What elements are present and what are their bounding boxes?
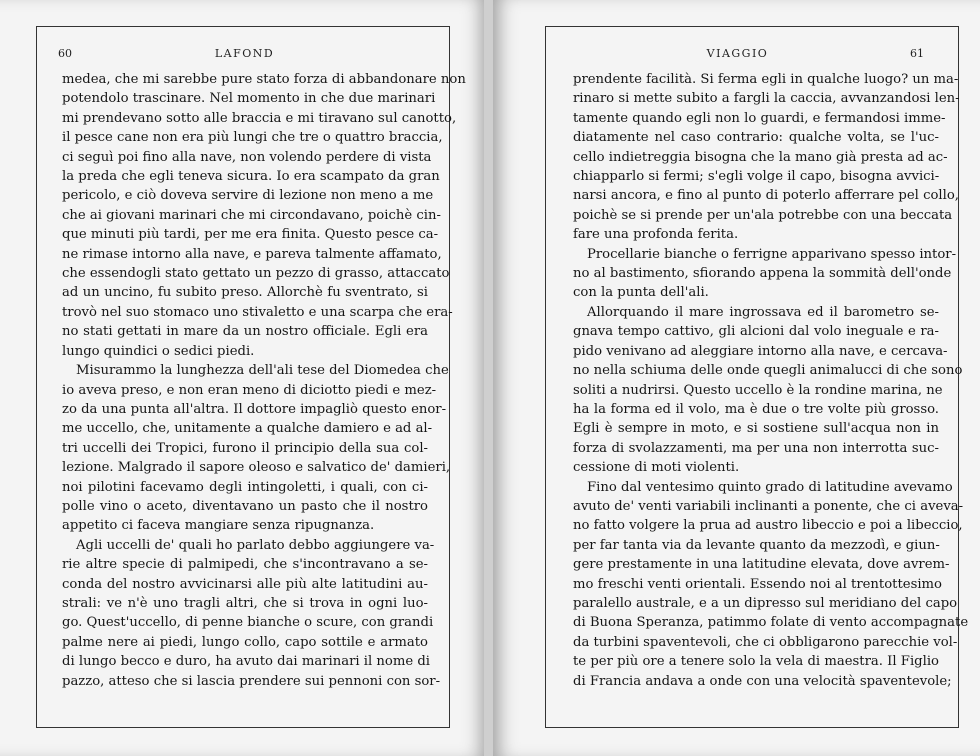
text-line: cello indietreggia bisogna che la mano già presta ad ac-	[573, 149, 948, 165]
text-line: noi pilotini facevamo degli intingoletti, i quali, con ci-	[62, 479, 428, 495]
text-line: palme nere ai piedi, lungo collo, capo sottile e armato	[62, 634, 428, 650]
text-line: la preda che egli teneva sicura. Io era scampato da gran	[62, 169, 440, 185]
text-line: Agli uccelli de' quali ho parlato debbo aggiungere va-	[76, 537, 435, 553]
text-line: Procellarie bianche o ferrigne apparivano spesso intor-	[587, 246, 957, 262]
text-line: con la punta dell'ali.	[573, 285, 709, 301]
text-line: medea, che mi sarebbe pure stato forza di abbandonare non	[62, 72, 466, 87]
text-line: lezione. Malgrado il sapore oleoso e salvatico de' damieri,	[62, 460, 451, 476]
text-line: da turbini spaventevoli, che ci obbligarono parecchie vol-	[573, 634, 958, 650]
text-line: di lungo becco e duro, ha avuto dai marinari il nome di	[62, 654, 431, 670]
text-line: potendolo trascinare. Nel momento in che due marinari	[62, 91, 436, 107]
text-line: io aveva preso, e non eran meno di diciotto piedi e mez-	[62, 382, 437, 398]
text-line: conda del nostro avvicinarsi alle più alte latitudini au-	[62, 576, 428, 592]
text-line: no fatto volgere la prua ad austro libeccio e poi a libeccio,	[573, 518, 963, 534]
text-line: tri uccelli dei Tropici, furono il principio della sua col-	[62, 440, 428, 456]
text-line: ha la forma ed il volo, ma è due o tre volte più grosso.	[573, 401, 939, 417]
text-line: tamente quando egli non lo guardi, e fermandosi imme-	[573, 110, 946, 126]
text-line: me uccello, che, unitamente a qualche damiero e ad al-	[62, 421, 433, 437]
text-line: di Francia andava a onde con una velocità spaventevole;	[573, 673, 952, 689]
text-line: pazzo, atteso che si lascia prendere sui pennoni con sor-	[62, 673, 441, 689]
text-line: narsi ancora, e fino al punto di poterlo afferrare pel collo,	[573, 188, 959, 204]
text-line: ne rimase intorno alla nave, e pareva talmente affamato,	[62, 246, 442, 262]
running-head-title: LAFOND	[214, 47, 275, 60]
text-line: go. Quest'uccello, di penne bianche o scure, con grandi	[62, 615, 434, 631]
text-line: avuto de' venti variabili inclinanti a ponente, che ci aveva-	[573, 498, 964, 514]
text-line: zo da una punta all'altra. Il dottore impagliò questo enor-	[62, 401, 447, 417]
text-line: strali: ve n'è uno tragli altri, che si trova in ogni luo-	[62, 595, 428, 611]
text-line: paralello australe, e a un dipresso sul meridiano del capo	[573, 595, 958, 611]
text-line: ad un uncino, fu subito preso. Allorchè fu sventrato, si	[62, 285, 428, 301]
text-line: gere prestamente in una latitudine elevata, dove avrem-	[573, 557, 950, 573]
text-line: cessione di moti violenti.	[573, 460, 740, 476]
text-line: lungo quindici o sedici piedi.	[62, 343, 255, 359]
page-number: 60	[58, 47, 72, 60]
text-line: que minuti più tardi, per me era finita. Questo pesce ca-	[62, 227, 439, 243]
text-line: forza di svolazzamenti, ma per una non interrotta suc-	[573, 440, 939, 456]
text-line: poichè se si prende per un'ala potrebbe con una beccata	[573, 207, 953, 223]
text-line: trovò nel suo stomaco uno stivaletto e una scarpa che era-	[62, 304, 453, 320]
text-line: mo freschi venti orientali. Essendo noi al trentottesimo	[573, 576, 942, 592]
text-line: no nella schiuma delle onde quegli animalucci di che sono	[573, 363, 963, 379]
text-line: Misurammo la lunghezza dell'ali tese del Diomedea che	[76, 363, 449, 379]
text-line: te per più ore a tenere solo la vela di maestra. Il Figlio	[573, 654, 939, 670]
text-line: no al bastimento, sfiorando appena la sommità dell'onde	[573, 266, 952, 282]
text-line: il pesce cane non era più lungi che tre o quattro braccia,	[62, 130, 443, 146]
text-line: ci seguì poi fino alla nave, non volendo perdere di vista	[62, 149, 432, 165]
text-line: soliti a nudrirsi. Questo uccello è la rondine marina, ne	[573, 382, 943, 398]
right-page	[493, 0, 980, 756]
text-line: chiapparlo si fermi; s'egli volge il capo, bisogna avvici-	[573, 169, 940, 185]
text-line: Allorquando il mare ingrossava ed il barometro se-	[587, 304, 939, 320]
text-line: di Buona Speranza, patimmo folate di vento accompagnate	[573, 615, 969, 631]
text-line: che essendogli stato gettato un pezzo di grasso, attaccato	[62, 266, 450, 282]
page-text	[573, 70, 969, 691]
text-line: rie altre specie di palmipedi, che s'incontravano a se-	[62, 557, 428, 573]
text-line: Fino dal ventesimo quinto grado di latitudine avevamo	[587, 479, 953, 495]
running-head-title: VIAGGIO	[706, 47, 769, 60]
page-number: 61	[910, 47, 924, 60]
text-line: fare una profonda ferita.	[573, 227, 739, 243]
text-line: gnava tempo cattivo, gli alcioni dal volo ineguale e ra-	[573, 324, 939, 340]
text-line: diatamente nel caso contrario: qualche volta, se l'uc-	[573, 130, 939, 146]
text-line: no stati gettati in mare da un nostro officiale. Egli era	[62, 324, 428, 340]
text-line: pido venivano ad aleggiare intorno alla nave, e cercava-	[573, 343, 948, 359]
text-line: pericolo, e ciò doveva servire di lezione non meno a me	[62, 188, 434, 204]
running-head	[519, 47, 956, 63]
text-line: appetito ci faceva mangiare senza ripugnanza.	[62, 518, 375, 534]
left-page	[0, 0, 487, 756]
text-line: rinaro si mette subito a fargli la caccia, avvanzandosi len-	[573, 91, 960, 107]
running-head	[26, 47, 463, 63]
text-line: per far tanta via da levante quanto da mezzodì, e giun-	[573, 537, 940, 553]
text-line: polle vino o aceto, diventavano un pasto che il nostro	[62, 498, 428, 514]
text-line: che ai giovani marinari che mi circondavano, poichè cin-	[62, 207, 441, 223]
text-line: mi prendevano sotto alle braccia e mi tiravano sul canotto,	[62, 110, 457, 126]
text-line: Egli è sempre in moto, e si sostiene sull'acqua non in	[573, 421, 939, 437]
text-line: prendente facilità. Si ferma egli in qualche luogo? un ma-	[573, 72, 959, 87]
page-text	[62, 70, 466, 691]
